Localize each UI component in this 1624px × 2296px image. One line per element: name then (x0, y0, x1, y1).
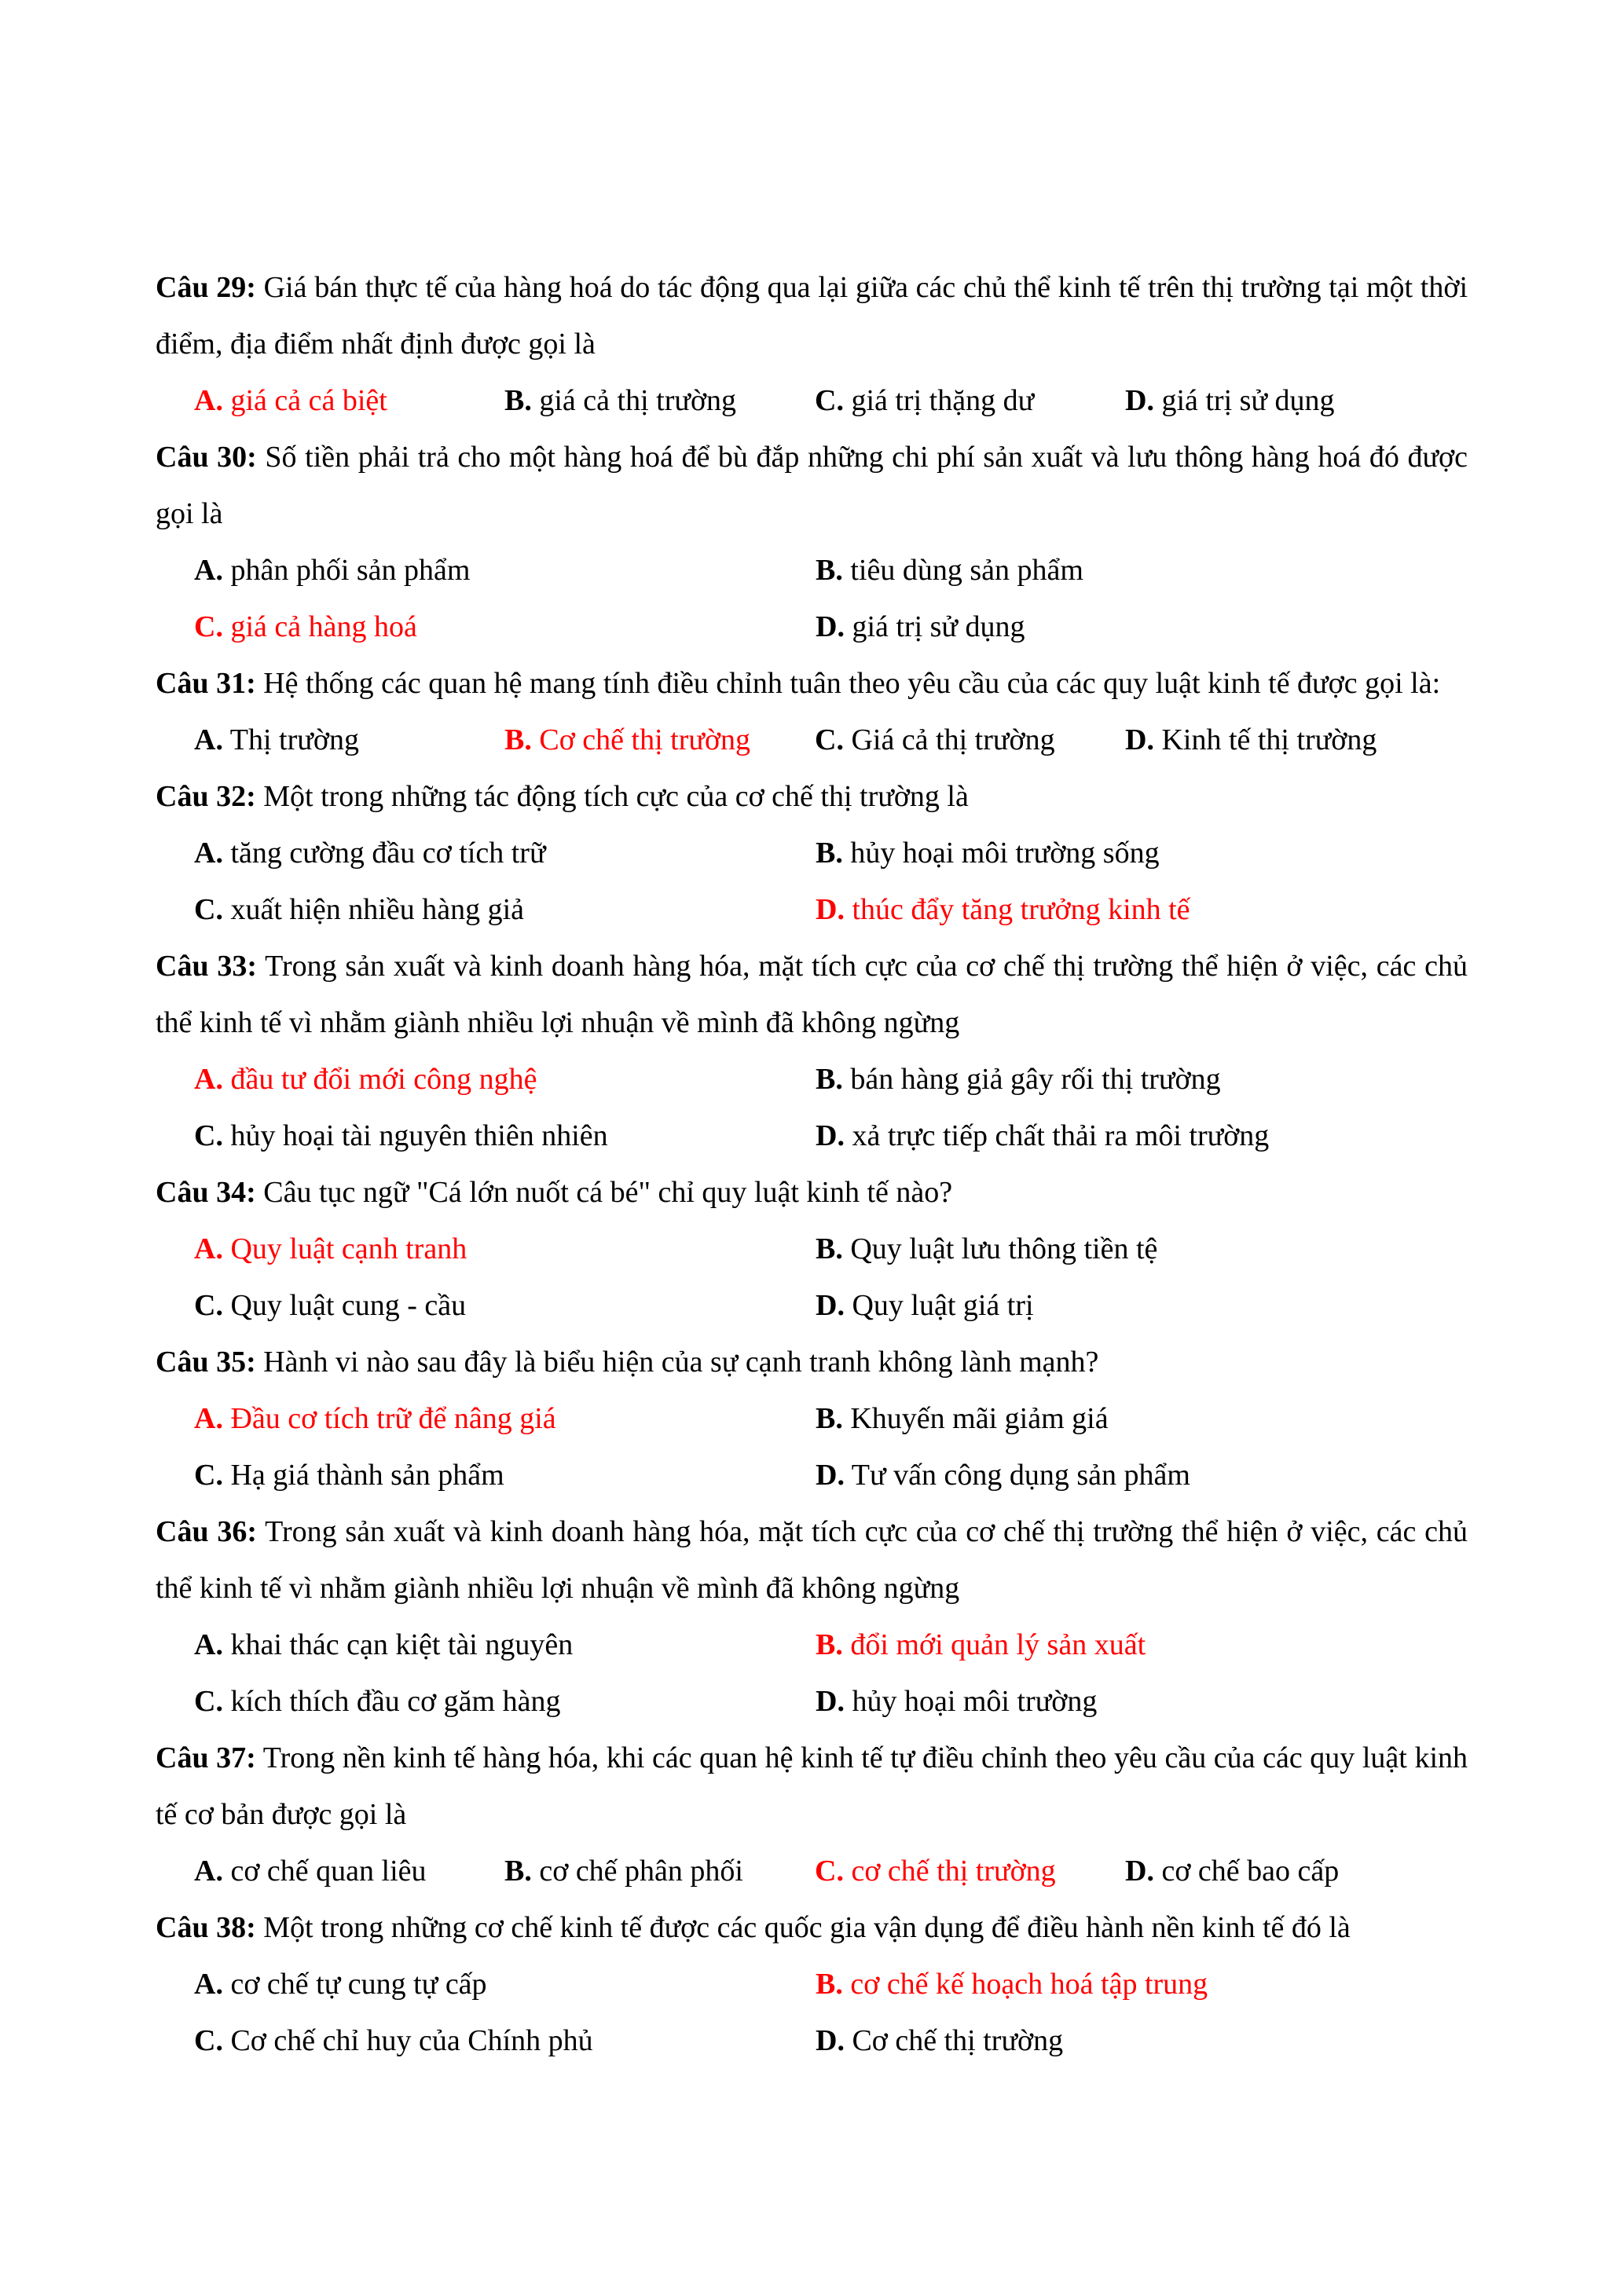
answer-row (194, 1221, 1468, 1277)
answer-option (816, 1221, 1437, 1277)
answer-option (194, 1673, 816, 1730)
question-block (156, 1164, 1468, 1334)
answer-option (816, 2012, 1437, 2069)
answer-option (816, 599, 1437, 655)
option-letter: A. (194, 723, 223, 756)
answer-option (816, 1447, 1437, 1503)
answer-option (194, 1277, 816, 1334)
question-stem (156, 1730, 1468, 1843)
question-stem (156, 1334, 1468, 1390)
option-text: khai thác cạn kiệt tài nguyên (230, 1628, 574, 1661)
question-stem (156, 259, 1468, 372)
option-text: cơ chế thị trường (851, 1855, 1056, 1888)
question-block (156, 429, 1468, 655)
option-text: giá trị sử dụng (1161, 384, 1335, 417)
answer-option-correct (815, 1843, 1125, 1899)
option-text: tiêu dùng sản phẩm (850, 554, 1083, 587)
question-block (156, 768, 1468, 938)
question-number: Câu 32: (156, 780, 256, 813)
question-number: Câu 30: (156, 441, 257, 474)
option-text: cơ chế bao cấp (1161, 1855, 1340, 1888)
option-letter: D. (1125, 1855, 1154, 1888)
option-text: hủy hoại môi trường sống (850, 837, 1160, 870)
option-letter: B. (816, 1628, 843, 1661)
answer-option (816, 542, 1437, 599)
answer-row (194, 1051, 1468, 1108)
question-list (156, 259, 1468, 2069)
answer-option (816, 825, 1437, 881)
question-text: Số tiền phải trả cho một hàng hoá để bù đắp những chi phí sản xuất và lưu thông hàng hoá đó được gọi là (156, 441, 1468, 530)
option-letter: D. (816, 610, 845, 643)
answer-row (194, 2012, 1468, 2069)
answer-row (194, 1447, 1468, 1503)
option-letter: C. (194, 1119, 223, 1152)
question-block (156, 1899, 1468, 2069)
question-number: Câu 38: (156, 1911, 256, 1944)
option-letter: B. (816, 1968, 843, 2001)
option-text: cơ chế kế hoạch hoá tập trung (850, 1968, 1208, 2001)
option-text: hủy hoại tài nguyên thiên nhiên (230, 1119, 608, 1152)
option-letter: C. (194, 610, 223, 643)
answer-option-correct (504, 712, 815, 768)
question-stem (156, 1503, 1468, 1617)
answer-option (1125, 1843, 1435, 1899)
option-text: Khuyến mãi giảm giá (850, 1402, 1109, 1435)
question-stem (156, 655, 1468, 712)
option-letter: B. (816, 837, 843, 870)
option-letter: D. (816, 2024, 845, 2057)
answer-option (816, 1277, 1437, 1334)
answer-option-correct (194, 1390, 816, 1447)
option-letter: D. (816, 1289, 845, 1322)
option-letter: D. (1125, 723, 1154, 756)
option-letter: B. (816, 1232, 843, 1265)
answer-row (194, 1617, 1468, 1673)
option-text: tăng cường đầu cơ tích trữ (230, 837, 546, 870)
option-letter: C. (194, 2024, 223, 2057)
question-text: Câu tục ngữ "Cá lớn nuốt cá bé" chỉ quy luật kinh tế nào? (263, 1176, 953, 1209)
answer-option (815, 372, 1125, 429)
option-text: Kinh tế thị trường (1161, 723, 1377, 756)
question-stem (156, 1899, 1468, 1956)
question-stem (156, 938, 1468, 1051)
option-text: xả trực tiếp chất thải ra môi trường (852, 1119, 1270, 1152)
answer-row (194, 372, 1468, 429)
option-letter: B. (504, 1855, 532, 1888)
answer-row (194, 1108, 1468, 1164)
option-letter: C. (815, 1855, 844, 1888)
option-text: đầu tư đổi mới công nghệ (230, 1063, 537, 1096)
answer-row (194, 599, 1468, 655)
option-letter: B. (816, 554, 843, 587)
option-letter: A. (194, 1063, 223, 1096)
question-text: Hệ thống các quan hệ mang tính điều chỉnh tuân theo yêu cầu của các quy luật kinh tế được gọi là: (263, 667, 1441, 700)
answer-option-correct (194, 1221, 816, 1277)
answer-row (194, 1956, 1468, 2012)
answer-option (504, 1843, 815, 1899)
question-text: Một trong những cơ chế kinh tế được các quốc gia vận dụng để điều hành nền kinh tế đó là (263, 1911, 1351, 1944)
option-letter: D. (816, 1119, 845, 1152)
answer-row (194, 712, 1468, 768)
option-letter: B. (504, 384, 532, 417)
option-letter: C. (815, 723, 844, 756)
answer-option (194, 2012, 816, 2069)
question-block (156, 938, 1468, 1164)
option-letter: D. (816, 893, 845, 926)
option-text: giá cả hàng hoá (230, 610, 417, 643)
question-text: Trong sản xuất và kinh doanh hàng hóa, mặt tích cực của cơ chế thị trường thể hiện ở việc, các chủ thể kinh tế vì nhằm giành nhiều lợi nhuận về mình đã không ngừng (156, 1515, 1468, 1605)
answer-option (816, 1390, 1437, 1447)
answer-option-correct (816, 1956, 1437, 2012)
answer-option (194, 1956, 816, 2012)
answer-option (816, 1108, 1437, 1164)
question-block (156, 1730, 1468, 1899)
option-letter: C. (194, 1289, 223, 1322)
answer-row (194, 1673, 1468, 1730)
question-stem (156, 1164, 1468, 1221)
question-block (156, 1503, 1468, 1730)
answer-option (194, 825, 816, 881)
answer-option (194, 712, 504, 768)
answer-row (194, 542, 1468, 599)
option-text: Quy luật giá trị (852, 1289, 1034, 1322)
option-letter: A. (194, 1855, 223, 1888)
answer-row (194, 1277, 1468, 1334)
answer-option (815, 712, 1125, 768)
option-text: giá cả cá biệt (230, 384, 387, 417)
question-text: Trong nền kinh tế hàng hóa, khi các quan hệ kinh tế tự điều chỉnh theo yêu cầu của các quy luật kinh tế cơ bản được gọi là (156, 1741, 1468, 1831)
option-text: giá cả thị trường (539, 384, 737, 417)
answer-option-correct (194, 372, 504, 429)
question-number: Câu 35: (156, 1346, 256, 1379)
answer-option (194, 1843, 504, 1899)
question-block (156, 1334, 1468, 1503)
option-letter: B. (816, 1402, 843, 1435)
answer-row (194, 881, 1468, 938)
option-text: Tư vấn công dụng sản phẩm (851, 1459, 1190, 1492)
option-text: đổi mới quản lý sản xuất (850, 1628, 1146, 1661)
option-letter: C. (194, 893, 223, 926)
option-text: phân phối sản phẩm (230, 554, 471, 587)
option-text: Hạ giá thành sản phẩm (230, 1459, 504, 1492)
option-letter: B. (816, 1063, 843, 1096)
question-stem (156, 429, 1468, 542)
answer-row (194, 825, 1468, 881)
option-text: giá trị thặng dư (851, 384, 1035, 417)
answer-option (194, 1617, 816, 1673)
option-text: Quy luật lưu thông tiền tệ (850, 1232, 1158, 1265)
option-text: xuất hiện nhiều hàng giả (230, 893, 525, 926)
option-letter: A. (194, 554, 223, 587)
question-number: Câu 31: (156, 667, 256, 700)
option-text: giá trị sử dụng (852, 610, 1025, 643)
option-text: Quy luật cạnh tranh (230, 1232, 467, 1265)
answer-option (194, 542, 816, 599)
option-letter: C. (815, 384, 844, 417)
question-number: Câu 37: (156, 1741, 256, 1774)
question-number: Câu 33: (156, 950, 257, 983)
option-letter: A. (194, 1628, 223, 1661)
option-text: Giá cả thị trường (851, 723, 1055, 756)
option-text: thúc đẩy tăng trưởng kinh tế (852, 893, 1190, 926)
question-block (156, 259, 1468, 429)
answer-option-correct (816, 1617, 1437, 1673)
question-text: Giá bán thực tế của hàng hoá do tác động qua lại giữa các chủ thể kinh tế trên thị trường tại một thời điểm, địa điểm nhất định được gọi là (156, 271, 1468, 361)
answer-option (1125, 372, 1435, 429)
answer-option-correct (194, 1051, 816, 1108)
option-text: Cơ chế chỉ huy của Chính phủ (230, 2024, 593, 2057)
answer-option-correct (194, 599, 816, 655)
option-letter: D. (1125, 384, 1154, 417)
answer-option (816, 1673, 1437, 1730)
answer-option-correct (816, 881, 1437, 938)
question-block (156, 655, 1468, 768)
option-text: cơ chế phân phối (539, 1855, 743, 1888)
answer-option (194, 881, 816, 938)
option-letter: A. (194, 1232, 223, 1265)
option-letter: A. (194, 837, 223, 870)
option-letter: C. (194, 1459, 223, 1492)
question-stem (156, 768, 1468, 825)
option-text: Thị trường (229, 723, 359, 756)
option-letter: A. (194, 1968, 223, 2001)
option-letter: B. (504, 723, 532, 756)
answer-option (816, 1051, 1437, 1108)
option-letter: D. (816, 1685, 845, 1718)
option-text: Cơ chế thị trường (852, 2024, 1064, 2057)
option-letter: C. (194, 1685, 223, 1718)
option-text: Đầu cơ tích trữ để nâng giá (230, 1402, 556, 1435)
question-text: Hành vi nào sau đây là biểu hiện của sự cạnh tranh không lành mạnh? (263, 1346, 1099, 1379)
option-text: cơ chế quan liêu (230, 1855, 427, 1888)
answer-option (1125, 712, 1435, 768)
option-text: kích thích đầu cơ găm hàng (230, 1685, 561, 1718)
question-number: Câu 29: (156, 271, 256, 304)
answer-row (194, 1390, 1468, 1447)
answer-row (194, 1843, 1468, 1899)
question-text: Trong sản xuất và kinh doanh hàng hóa, mặt tích cực của cơ chế thị trường thể hiện ở việc, các chủ thể kinh tế vì nhằm giành nhiều lợi nhuận về mình đã không ngừng (156, 950, 1468, 1039)
question-number: Câu 34: (156, 1176, 256, 1209)
option-letter: D. (816, 1459, 845, 1492)
answer-option (194, 1108, 816, 1164)
answer-option (194, 1447, 816, 1503)
question-text: Một trong những tác động tích cực của cơ chế thị trường là (263, 780, 969, 813)
answer-option (504, 372, 815, 429)
option-letter: A. (194, 1402, 223, 1435)
question-number: Câu 36: (156, 1515, 257, 1548)
option-text: cơ chế tự cung tự cấp (230, 1968, 487, 2001)
option-text: Cơ chế thị trường (539, 723, 751, 756)
option-text: Quy luật cung - cầu (230, 1289, 467, 1322)
option-text: hủy hoại môi trường (852, 1685, 1098, 1718)
option-letter: A. (194, 384, 223, 417)
option-text: bán hàng giả gây rối thị trường (850, 1063, 1221, 1096)
